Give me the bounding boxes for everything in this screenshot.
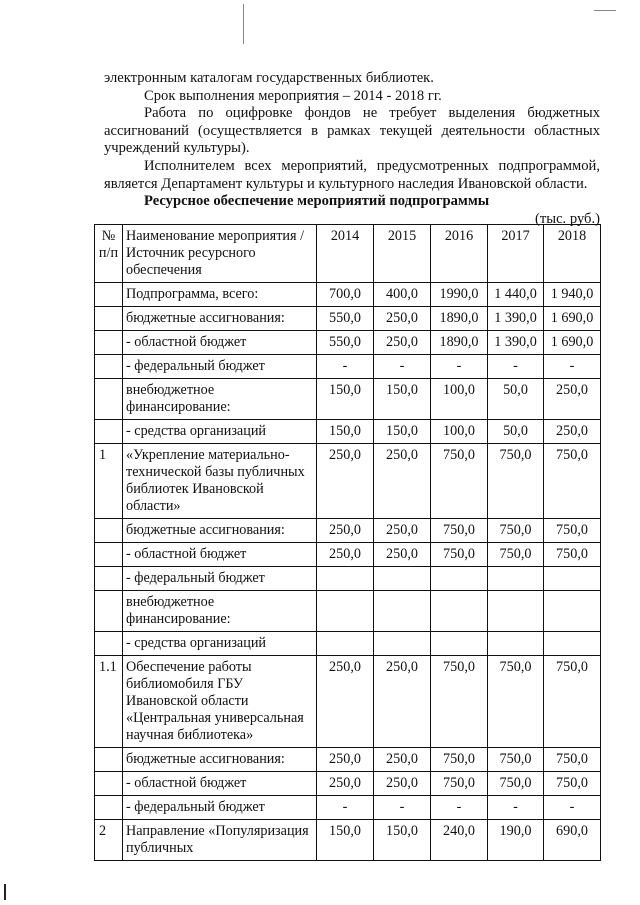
value-2016: 750,0: [431, 748, 488, 772]
value-2014: 550,0: [317, 307, 374, 331]
value-2018: 1 940,0: [544, 283, 601, 307]
value-2015: 400,0: [374, 283, 431, 307]
value-2016: 240,0: [431, 820, 488, 861]
header-number: № п/п: [95, 225, 123, 283]
value-2017: -: [488, 355, 544, 379]
row-name: бюджетные ассигнования:: [123, 748, 317, 772]
scan-mark-top-right: [594, 10, 616, 11]
value-2017: [488, 632, 544, 656]
value-2014: -: [317, 796, 374, 820]
value-2017: 750,0: [488, 444, 544, 519]
row-name: Подпрограмма, всего:: [123, 283, 317, 307]
value-2017: 750,0: [488, 748, 544, 772]
value-2014: 250,0: [317, 748, 374, 772]
row-number: [95, 519, 123, 543]
value-2015: 250,0: [374, 519, 431, 543]
row-name: - средства организаций: [123, 420, 317, 444]
value-2018: -: [544, 796, 601, 820]
header-2016: 2016: [431, 225, 488, 283]
value-2017: -: [488, 796, 544, 820]
value-2015: 250,0: [374, 331, 431, 355]
table-row: [95, 379, 601, 420]
table-row: [95, 444, 601, 519]
row-name: Обеспечение работы библиомобиля ГБУ Ивановской области «Центральная универсальная научная библиотека»: [123, 656, 317, 748]
row-number: [95, 772, 123, 796]
row-name: - федеральный бюджет: [123, 567, 317, 591]
value-2014: 250,0: [317, 772, 374, 796]
value-2015: [374, 567, 431, 591]
value-2015: 150,0: [374, 420, 431, 444]
value-2017: 1 440,0: [488, 283, 544, 307]
row-number: [95, 543, 123, 567]
value-2016: 750,0: [431, 543, 488, 567]
value-2016: 1890,0: [431, 331, 488, 355]
value-2018: 750,0: [544, 772, 601, 796]
value-2015: [374, 591, 431, 632]
row-number: [95, 567, 123, 591]
header-name: Наименование мероприятия / Источник ресурсного обеспечения: [123, 225, 317, 283]
value-2014: [317, 567, 374, 591]
row-name: внебюджетное финансирование:: [123, 591, 317, 632]
value-2017: 750,0: [488, 519, 544, 543]
intro-paragraph-funding: Работа по оцифровке фондов не требует выделения бюджетных ассигнований (осуществляется в рамках текущей деятельности областных учреждений культуры).: [104, 105, 600, 157]
table-row: [95, 656, 601, 748]
value-2016: 750,0: [431, 772, 488, 796]
value-2016: 1990,0: [431, 283, 488, 307]
value-2018: 750,0: [544, 748, 601, 772]
row-number: 1: [95, 444, 123, 519]
value-2018: 250,0: [544, 379, 601, 420]
value-2017: 750,0: [488, 656, 544, 748]
value-2015: -: [374, 355, 431, 379]
value-2016: 100,0: [431, 379, 488, 420]
value-2018: 1 690,0: [544, 331, 601, 355]
row-name: - областной бюджет: [123, 772, 317, 796]
value-2014: 150,0: [317, 420, 374, 444]
table-row: [95, 420, 601, 444]
value-2016: 750,0: [431, 519, 488, 543]
table-row: [95, 307, 601, 331]
row-number: [95, 307, 123, 331]
value-2015: [374, 632, 431, 656]
value-2018: 750,0: [544, 444, 601, 519]
value-2015: 250,0: [374, 543, 431, 567]
value-2017: [488, 591, 544, 632]
row-number: [95, 331, 123, 355]
header-2014: 2014: [317, 225, 374, 283]
table-row: [95, 820, 601, 861]
value-2016: 100,0: [431, 420, 488, 444]
row-name: - федеральный бюджет: [123, 355, 317, 379]
scan-mark-bottom-left: [4, 884, 6, 900]
value-2016: [431, 591, 488, 632]
header-2018: 2018: [544, 225, 601, 283]
table-header-row: [95, 225, 601, 283]
value-2016: 750,0: [431, 444, 488, 519]
row-number: [95, 796, 123, 820]
value-2014: 250,0: [317, 656, 374, 748]
value-2015: 250,0: [374, 772, 431, 796]
value-2014: 150,0: [317, 820, 374, 861]
table-row: [95, 543, 601, 567]
value-2015: -: [374, 796, 431, 820]
value-2015: 250,0: [374, 656, 431, 748]
value-2014: [317, 632, 374, 656]
row-number: [95, 379, 123, 420]
value-2017: 1 390,0: [488, 331, 544, 355]
value-2018: 750,0: [544, 519, 601, 543]
document-body: [104, 70, 600, 228]
value-2016: [431, 632, 488, 656]
row-name: - областной бюджет: [123, 331, 317, 355]
value-2016: [431, 567, 488, 591]
table-row: [95, 331, 601, 355]
value-2017: 190,0: [488, 820, 544, 861]
row-name: бюджетные ассигнования:: [123, 307, 317, 331]
scan-mark-top: [243, 4, 244, 44]
row-name: - средства организаций: [123, 632, 317, 656]
table-row: [95, 748, 601, 772]
table-row: [95, 519, 601, 543]
table-row: [95, 283, 601, 307]
value-2018: 750,0: [544, 543, 601, 567]
row-name: Направление «Популяризация публичных: [123, 820, 317, 861]
row-name: «Укрепление материально-технической базы публичных библиотек Ивановской области»: [123, 444, 317, 519]
row-name: - федеральный бюджет: [123, 796, 317, 820]
value-2015: 250,0: [374, 307, 431, 331]
table-row: [95, 632, 601, 656]
value-2018: 1 690,0: [544, 307, 601, 331]
value-2016: 750,0: [431, 656, 488, 748]
row-number: [95, 355, 123, 379]
value-2014: -: [317, 355, 374, 379]
value-2014: 250,0: [317, 519, 374, 543]
value-2018: 250,0: [544, 420, 601, 444]
table-row: [95, 355, 601, 379]
intro-line-2: Срок выполнения мероприятия – 2014 - 2018 гг.: [144, 87, 442, 104]
units-label: (тыс. руб.): [535, 210, 600, 227]
resource-table: [94, 224, 601, 861]
value-2017: 50,0: [488, 379, 544, 420]
header-2015: 2015: [374, 225, 431, 283]
value-2018: 690,0: [544, 820, 601, 861]
value-2017: 1 390,0: [488, 307, 544, 331]
row-number: [95, 283, 123, 307]
value-2016: -: [431, 355, 488, 379]
value-2017: 750,0: [488, 772, 544, 796]
value-2015: 250,0: [374, 748, 431, 772]
value-2017: [488, 567, 544, 591]
value-2018: -: [544, 355, 601, 379]
value-2015: 150,0: [374, 379, 431, 420]
intro-paragraph-executor: Исполнителем всех мероприятий, предусмотренных подпрограммой, является Департамент культуры и культурного наследия Ивановской области.: [104, 157, 600, 192]
value-2014: 150,0: [317, 379, 374, 420]
table-body: [95, 283, 601, 861]
value-2018: [544, 632, 601, 656]
value-2018: [544, 567, 601, 591]
value-2015: 150,0: [374, 820, 431, 861]
table-row: [95, 796, 601, 820]
value-2014: 550,0: [317, 331, 374, 355]
row-name: бюджетные ассигнования:: [123, 519, 317, 543]
value-2016: 1890,0: [431, 307, 488, 331]
value-2018: [544, 591, 601, 632]
row-number: [95, 748, 123, 772]
table-row: [95, 591, 601, 632]
value-2016: -: [431, 796, 488, 820]
row-name: - областной бюджет: [123, 543, 317, 567]
row-number: [95, 632, 123, 656]
value-2014: [317, 591, 374, 632]
value-2015: 250,0: [374, 444, 431, 519]
row-number: [95, 420, 123, 444]
section-heading: Ресурсное обеспечение мероприятий подпрограммы: [144, 193, 490, 210]
table-row: [95, 772, 601, 796]
row-number: [95, 591, 123, 632]
row-name: внебюджетное финансирование:: [123, 379, 317, 420]
table-row: [95, 567, 601, 591]
intro-line-1: электронным каталогам государственных библиотек.: [104, 70, 434, 86]
header-2017: 2017: [488, 225, 544, 283]
row-number: 1.1: [95, 656, 123, 748]
value-2014: 250,0: [317, 444, 374, 519]
value-2017: 750,0: [488, 543, 544, 567]
value-2017: 50,0: [488, 420, 544, 444]
value-2014: 700,0: [317, 283, 374, 307]
row-number: 2: [95, 820, 123, 861]
value-2018: 750,0: [544, 656, 601, 748]
value-2014: 250,0: [317, 543, 374, 567]
